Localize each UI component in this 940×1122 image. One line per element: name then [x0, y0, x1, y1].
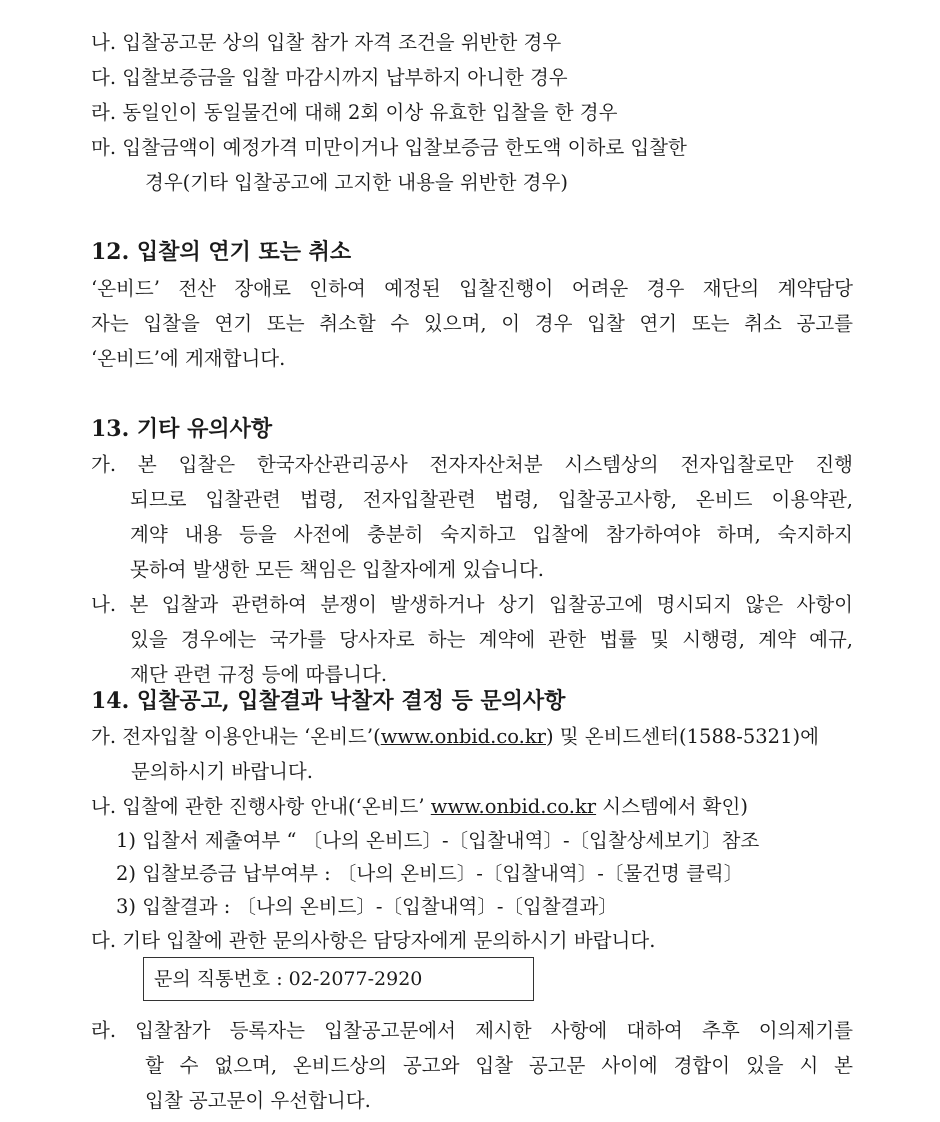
section-13-line: 되므로 입찰관련 법령, 전자입찰관련 법령, 입찰공고사항, 온비드 이용약관, [130, 488, 853, 511]
section-13-line: 재단 관련 규정 등에 따릅니다. [130, 663, 388, 686]
phone-box [143, 957, 534, 1001]
section-12-line: ‘온비드’ 전산 장애로 인하여 예정된 입찰진행이 어려운 경우 재단의 계약담당 [91, 277, 853, 300]
section-12-title: 12. 입찰의 연기 또는 취소 [91, 239, 352, 265]
section-13-line: 있을 경우에는 국가를 당사자로 하는 계약에 관한 법률 및 시행령, 계약 예규, [130, 628, 853, 651]
section-13-line: 나. 본 입찰과 관련하여 분쟁이 발생하거나 상기 입찰공고에 명시되지 않은 사항이 [91, 593, 853, 616]
onbid-link[interactable]: www.onbid.co.kr [430, 795, 597, 818]
item-na-text: 나. 입찰에 관한 진행사항 안내(‘온비드’ [91, 795, 431, 818]
section-12-line: ‘온비드’에 게재합니다. [91, 347, 286, 370]
item-na-line [91, 794, 748, 820]
item-na: 나. 입찰공고문 상의 입찰 참가 자격 조건을 위반한 경우 [91, 31, 562, 54]
item-ga-line [91, 724, 819, 750]
item-ma-cont: 경우(기타 입찰공고에 고지한 내용을 위반한 경우) [145, 171, 568, 194]
section-13-line: 계약 내용 등을 사전에 충분히 숙지하고 입찰에 참가하여야 하며, 숙지하지 [130, 523, 853, 546]
sub-item-2: 2) 입찰보증금 납부여부 : 〔나의 온비드〕-〔입찰내역〕-〔물건명 클릭〕 [116, 862, 744, 885]
item-na-text-end: 시스템에서 확인) [596, 795, 748, 818]
item-ga-text-end: ) 및 온비드센터(1588-5321)에 [546, 725, 819, 748]
sub-item-1: 1) 입찰서 제출여부 “ 〔나의 온비드〕-〔입찰내역〕-〔입찰상세보기〕참조 [116, 829, 760, 852]
item-da-line: 다. 기타 입찰에 관한 문의사항은 담당자에게 문의하시기 바랍니다. [91, 929, 656, 952]
section-13-line: 못하여 발생한 모든 책임은 입찰자에게 있습니다. [130, 558, 544, 581]
phone-number-text: 문의 직통번호 : 02-2077-2920 [154, 968, 423, 990]
section-13-line: 가. 본 입찰은 한국자산관리공사 전자자산처분 시스템상의 전자입찰로만 진행 [91, 453, 853, 476]
item-ra: 라. 동일인이 동일물건에 대해 2회 이상 유효한 입찰을 한 경우 [91, 101, 618, 124]
section-12-line: 자는 입찰을 연기 또는 취소할 수 있으며, 이 경우 입찰 연기 또는 취소 공고를 [91, 312, 853, 335]
item-ga-text: 가. 전자입찰 이용안내는 ‘온비드’( [91, 725, 381, 748]
item-ma: 마. 입찰금액이 예정가격 미만이거나 입찰보증금 한도액 이하로 입찰한 [91, 136, 687, 159]
item-da: 다. 입찰보증금을 입찰 마감시까지 납부하지 아니한 경우 [91, 66, 568, 89]
sub-item-3: 3) 입찰결과 : 〔나의 온비드〕-〔입찰내역〕-〔입찰결과〕 [116, 895, 618, 918]
item-ga-line2: 문의하시기 바랍니다. [131, 760, 313, 783]
item-ra-line: 라. 입찰참가 등록자는 입찰공고문에서 제시한 사항에 대하여 추후 이의제기를 [91, 1019, 853, 1042]
onbid-link[interactable]: www.onbid.co.kr [380, 725, 546, 748]
item-ra-line: 할 수 없으며, 온비드상의 공고와 입찰 공고문 사이에 경합이 있을 시 본 [145, 1054, 853, 1077]
item-ra-line: 입찰 공고문이 우선합니다. [145, 1089, 371, 1112]
section-14-title: 14. 입찰공고, 입찰결과 낙찰자 결정 등 문의사항 [91, 688, 566, 714]
section-13-title: 13. 기타 유의사항 [91, 416, 273, 442]
